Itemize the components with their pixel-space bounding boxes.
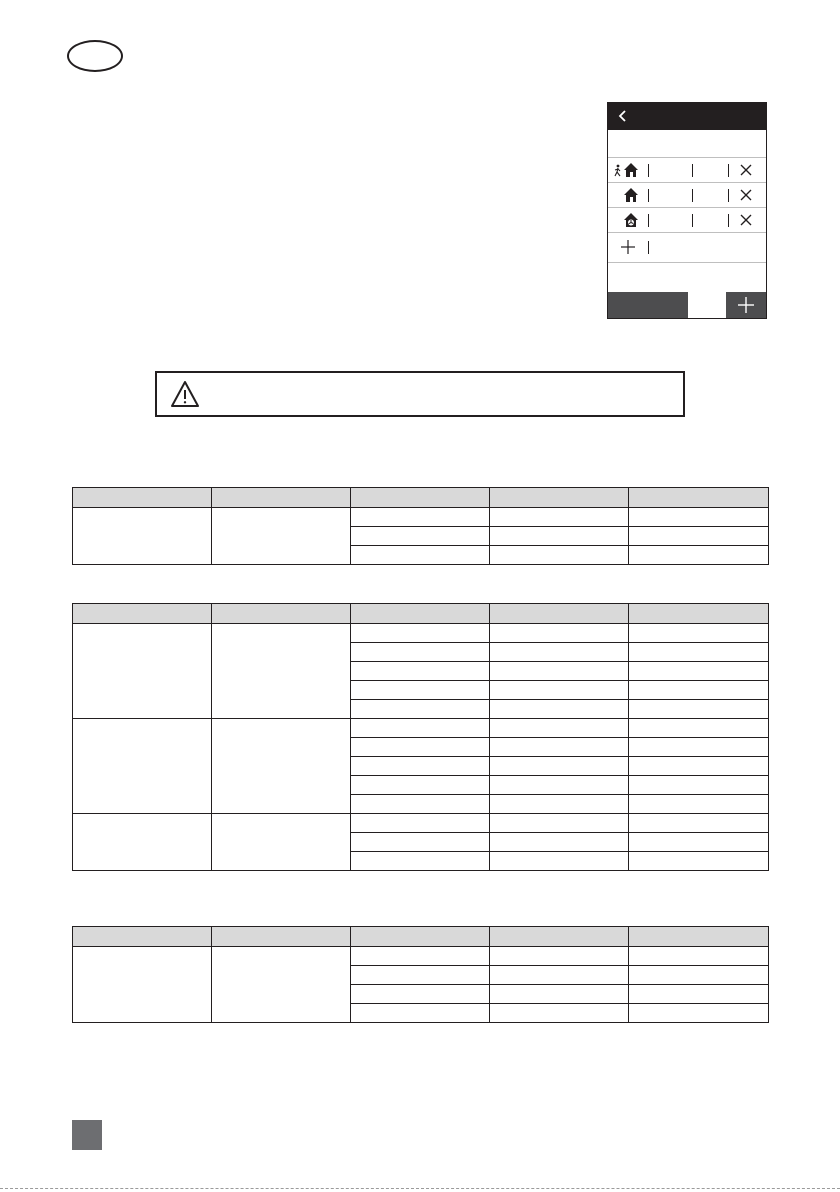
table-cell xyxy=(490,966,629,985)
table-header-cell xyxy=(73,927,212,947)
row-separator xyxy=(692,214,693,227)
table-cell xyxy=(629,985,769,1004)
plus-icon xyxy=(612,238,644,256)
table-row xyxy=(73,624,769,643)
close-icon[interactable] xyxy=(739,188,753,202)
table-cell xyxy=(490,508,629,527)
spec-table-2 xyxy=(72,603,769,871)
table-header-cell xyxy=(351,604,490,624)
table-cell xyxy=(490,681,629,700)
table-header-cell xyxy=(351,927,490,947)
table-cell xyxy=(490,852,629,871)
table-cell xyxy=(351,814,490,833)
table-cell xyxy=(629,508,769,527)
device-list-row[interactable] xyxy=(608,158,766,183)
table-cell xyxy=(629,643,769,662)
device-title xyxy=(608,103,766,130)
table-cell xyxy=(351,852,490,871)
table-cell xyxy=(629,624,769,643)
table-header-cell xyxy=(490,488,629,508)
table-cell xyxy=(490,833,629,852)
table-group-cell xyxy=(73,508,212,565)
device-subtitle xyxy=(608,130,766,158)
table-cell xyxy=(629,833,769,852)
table-cell xyxy=(629,852,769,871)
table-cell xyxy=(629,719,769,738)
row-separator xyxy=(648,241,649,254)
table-header-cell xyxy=(212,604,351,624)
table-group-cell xyxy=(212,814,351,871)
table-cell xyxy=(351,966,490,985)
table-cell xyxy=(351,624,490,643)
table-cell xyxy=(490,985,629,1004)
table-cell xyxy=(629,776,769,795)
table-header-cell xyxy=(490,927,629,947)
bottom-divider xyxy=(0,1188,840,1189)
table-cell xyxy=(629,662,769,681)
table-group-cell xyxy=(212,719,351,814)
table-cell xyxy=(629,966,769,985)
spec-table-3 xyxy=(72,926,769,1023)
table-group-cell xyxy=(212,947,351,1023)
device-add-row[interactable] xyxy=(608,233,766,263)
device-header-bar xyxy=(608,103,766,130)
row-separator xyxy=(692,164,693,177)
table-group-cell xyxy=(73,814,212,871)
table-group-cell xyxy=(212,624,351,719)
device-footer xyxy=(608,292,766,318)
table-header-row xyxy=(73,604,769,624)
table-cell xyxy=(629,795,769,814)
row-separator xyxy=(648,189,649,202)
table-cell xyxy=(629,681,769,700)
close-icon[interactable] xyxy=(739,213,753,227)
row-separator xyxy=(648,214,649,227)
table-cell xyxy=(351,795,490,814)
table-cell xyxy=(490,776,629,795)
device-screen-illustration xyxy=(607,102,767,319)
table-group-cell xyxy=(73,719,212,814)
row-separator xyxy=(692,189,693,202)
table-cell xyxy=(490,795,629,814)
table-cell xyxy=(490,662,629,681)
close-icon[interactable] xyxy=(739,163,753,177)
table-cell xyxy=(351,546,490,565)
table-cell xyxy=(490,624,629,643)
table-cell xyxy=(490,700,629,719)
device-list-row[interactable] xyxy=(608,183,766,208)
table-header-cell xyxy=(629,604,769,624)
table-cell xyxy=(490,527,629,546)
page-number-marker xyxy=(72,1120,102,1150)
table-cell xyxy=(629,738,769,757)
table-header-cell xyxy=(212,488,351,508)
table-header-cell xyxy=(629,927,769,947)
table-cell xyxy=(629,527,769,546)
table-header-cell xyxy=(490,604,629,624)
table-cell xyxy=(490,1004,629,1023)
table-header-cell xyxy=(73,604,212,624)
device-list-row[interactable] xyxy=(608,208,766,233)
table-cell xyxy=(490,719,629,738)
row-separator xyxy=(728,189,729,202)
table-row xyxy=(73,719,769,738)
table-cell xyxy=(351,985,490,1004)
spec-table-1 xyxy=(72,487,769,565)
table-row xyxy=(73,508,769,527)
house-fan-icon xyxy=(612,211,644,229)
table-cell xyxy=(490,757,629,776)
table-header-cell xyxy=(351,488,490,508)
table-cell xyxy=(351,719,490,738)
table-header-cell xyxy=(212,927,351,947)
plus-icon xyxy=(726,292,766,318)
table-cell xyxy=(351,776,490,795)
table-cell xyxy=(351,527,490,546)
table-cell xyxy=(490,546,629,565)
table-cell xyxy=(490,738,629,757)
table-cell xyxy=(490,814,629,833)
table-group-cell xyxy=(73,947,212,1023)
table-cell xyxy=(351,947,490,966)
table-header-row xyxy=(73,488,769,508)
table-header-row xyxy=(73,927,769,947)
table-cell xyxy=(629,1004,769,1023)
table-header-cell xyxy=(73,488,212,508)
add-button[interactable] xyxy=(726,292,766,318)
table-cell xyxy=(629,546,769,565)
table-cell xyxy=(351,833,490,852)
language-badge xyxy=(67,40,123,72)
walking-person-house-icon xyxy=(612,161,644,179)
house-icon xyxy=(612,186,644,204)
device-footer-button[interactable] xyxy=(608,292,688,318)
table-cell xyxy=(490,947,629,966)
table-cell xyxy=(351,643,490,662)
table-cell xyxy=(629,814,769,833)
table-header-cell xyxy=(629,488,769,508)
table-cell xyxy=(351,681,490,700)
table-cell xyxy=(351,508,490,527)
table-row xyxy=(73,814,769,833)
table-cell xyxy=(629,700,769,719)
row-separator xyxy=(728,164,729,177)
row-separator xyxy=(728,214,729,227)
warning-notice xyxy=(155,371,685,417)
table-cell xyxy=(351,700,490,719)
warning-triangle-icon xyxy=(169,379,201,409)
table-cell xyxy=(351,662,490,681)
table-cell xyxy=(351,738,490,757)
table-cell xyxy=(629,947,769,966)
table-row xyxy=(73,947,769,966)
table-group-cell xyxy=(73,624,212,719)
table-cell xyxy=(351,757,490,776)
table-cell xyxy=(351,1004,490,1023)
table-group-cell xyxy=(212,508,351,565)
row-separator xyxy=(648,164,649,177)
table-cell xyxy=(490,643,629,662)
table-cell xyxy=(629,757,769,776)
